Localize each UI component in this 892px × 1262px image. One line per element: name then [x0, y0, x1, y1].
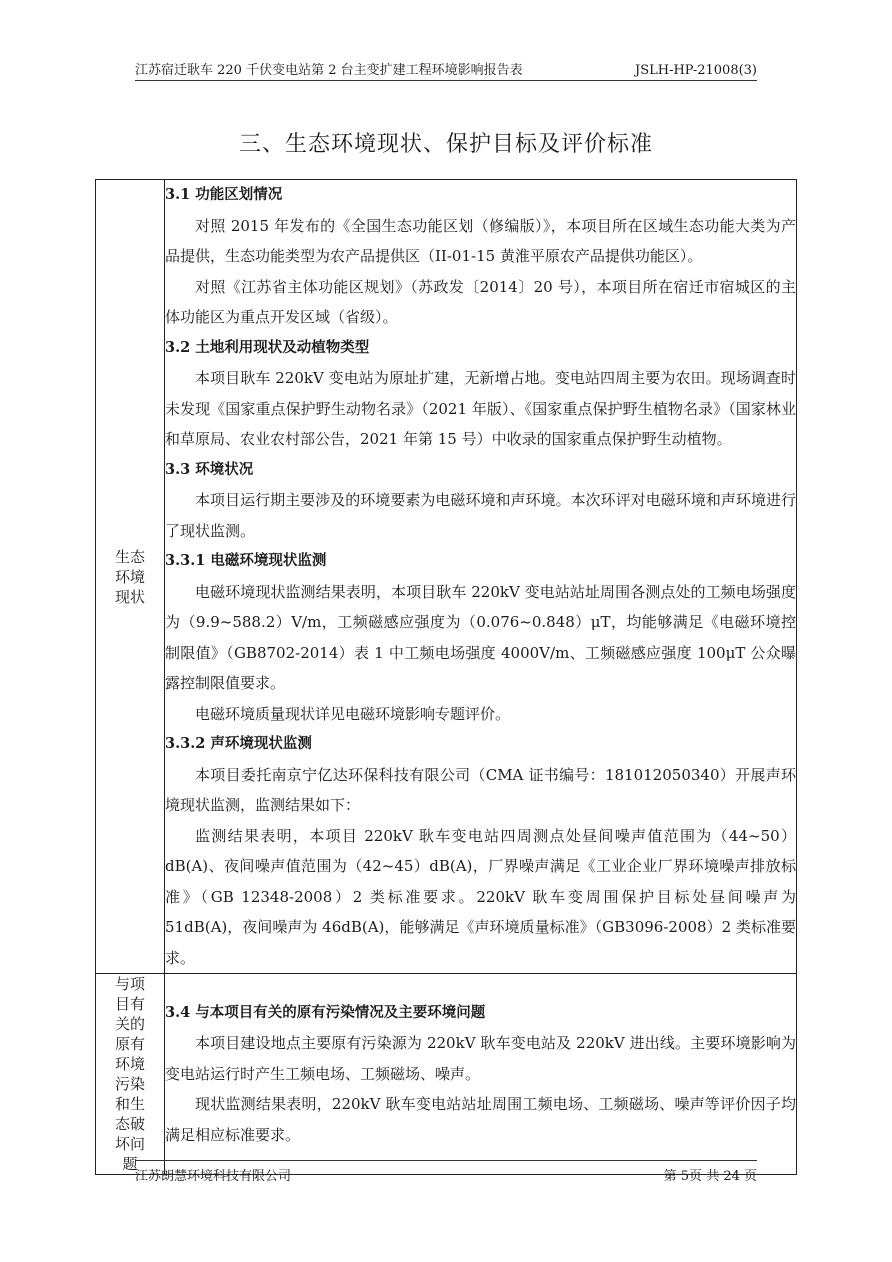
heading-3-3-1: 3.3.1 电磁环境现状监测 [165, 552, 327, 569]
table-row-existing-problems [96, 974, 797, 1175]
content-table [95, 179, 797, 1175]
heading-3-2: 3.2 土地利用现状及动植物类型 [165, 338, 370, 356]
footer-company: 江苏朗慧环境科技有限公司 [135, 1169, 292, 1184]
page-footer [135, 1160, 757, 1184]
paragraph: 本项目建设地点主要原有污染源为 220kV 耿车变电站及 220kV 进出线。主要环境影响为变电站运行时产生工频电场、工频磁场、噪声。 [165, 1034, 796, 1083]
header-doc-title: 江苏宿迁耿车 220 千伏变电站第 2 台主变扩建工程环境影响报告表 [135, 63, 523, 78]
paragraph: 本项目运行期主要涉及的环境要素为电磁环境和声环境。本次环评对电磁环境和声环境进行了现状监测。 [165, 491, 796, 540]
paragraph: 本项目耿车 220kV 变电站为原址扩建，无新增占地。变电站四周主要为农田。现场调查时未发现《国家重点保护野生动物名录》（2021 年版）、《国家重点保护野生植物名录》（国家林业和草原局、农业农村部公告，2021 年第 15 号）中收录的国家重点保护野生动植物。 [165, 369, 796, 448]
row-content-existing-problems [165, 974, 797, 1175]
paragraph: 电磁环境质量现状详见电磁环境影响专题评价。 [195, 704, 511, 723]
row-content-ecology [165, 180, 797, 974]
paragraph: 电磁环境现状监测结果表明，本项目耿车 220kV 变电站站址周围各测点处的工频电场强度为（9.9~588.2）V/m，工频磁感应强度为（0.076~0.848）μT，均能够满足《电磁环境控制限值》（GB8702-2014）表 1 中工频电场强度 4000V/m、工频磁感应强度 100μT 公众曝露控制限值要求。 [165, 582, 796, 692]
paragraph: 现状监测结果表明，220kV 耿车变电站站址周围工频电场、工频磁场、噪声等评价因子均满足相应标准要求。 [165, 1095, 796, 1144]
paragraph: 监测结果表明，本项目 220kV 耿车变电站四周测点处昼间噪声值范围为（44~50）dB(A)、夜间噪声值范围为（42~45）dB(A)，厂界噪声满足《工业企业厂界环境噪声排放标准》（GB 12348-2008）2 类标准要求。220kV 耿车变周围保护目标处昼间噪声为 51dB(A)，夜间噪声为 46dB(A)，能够满足《声环境质量标准》（GB3096-2008）2 类标准要求。 [165, 826, 796, 967]
section-title: 三、生态环境现状、保护目标及评价标准 [238, 132, 653, 157]
paragraph: 本项目委托南京宁亿达环保科技有限公司（CMA 证书编号：181012050340）开展声环境现状监测，监测结果如下： [165, 765, 796, 814]
heading-3-1: 3.1 功能区划情况 [165, 186, 283, 203]
page-header [135, 62, 757, 81]
footer-page-number: 第 5页 共 24 页 [663, 1169, 757, 1184]
header-doc-code: JSLH-HP-21008(3) [634, 63, 757, 78]
row-label: 与项目有关的原有环境污染和生态破坏问题 [96, 974, 165, 1175]
heading-3-3: 3.3 环境状况 [165, 460, 254, 478]
paragraph: 对照 2015 年发布的《全国生态功能区划（修编版）》，本项目所在区域生态功能大类为产品提供，生态功能类型为农产品提供区（II-01-15 黄淮平原农产品提供功能区）。 [165, 216, 796, 265]
heading-3-4: 3.4 与本项目有关的原有污染情况及主要环境问题 [165, 1003, 486, 1021]
heading-3-3-2: 3.3.2 声环境现状监测 [165, 735, 312, 752]
table-row-ecology [96, 180, 797, 974]
paragraph: 对照《江苏省主体功能区规划》（苏政发〔2014〕20 号），本项目所在宿迁市宿城区的主体功能区为重点开发区域（省级）。 [165, 277, 796, 326]
row-label: 生态环境现状 [96, 180, 165, 974]
